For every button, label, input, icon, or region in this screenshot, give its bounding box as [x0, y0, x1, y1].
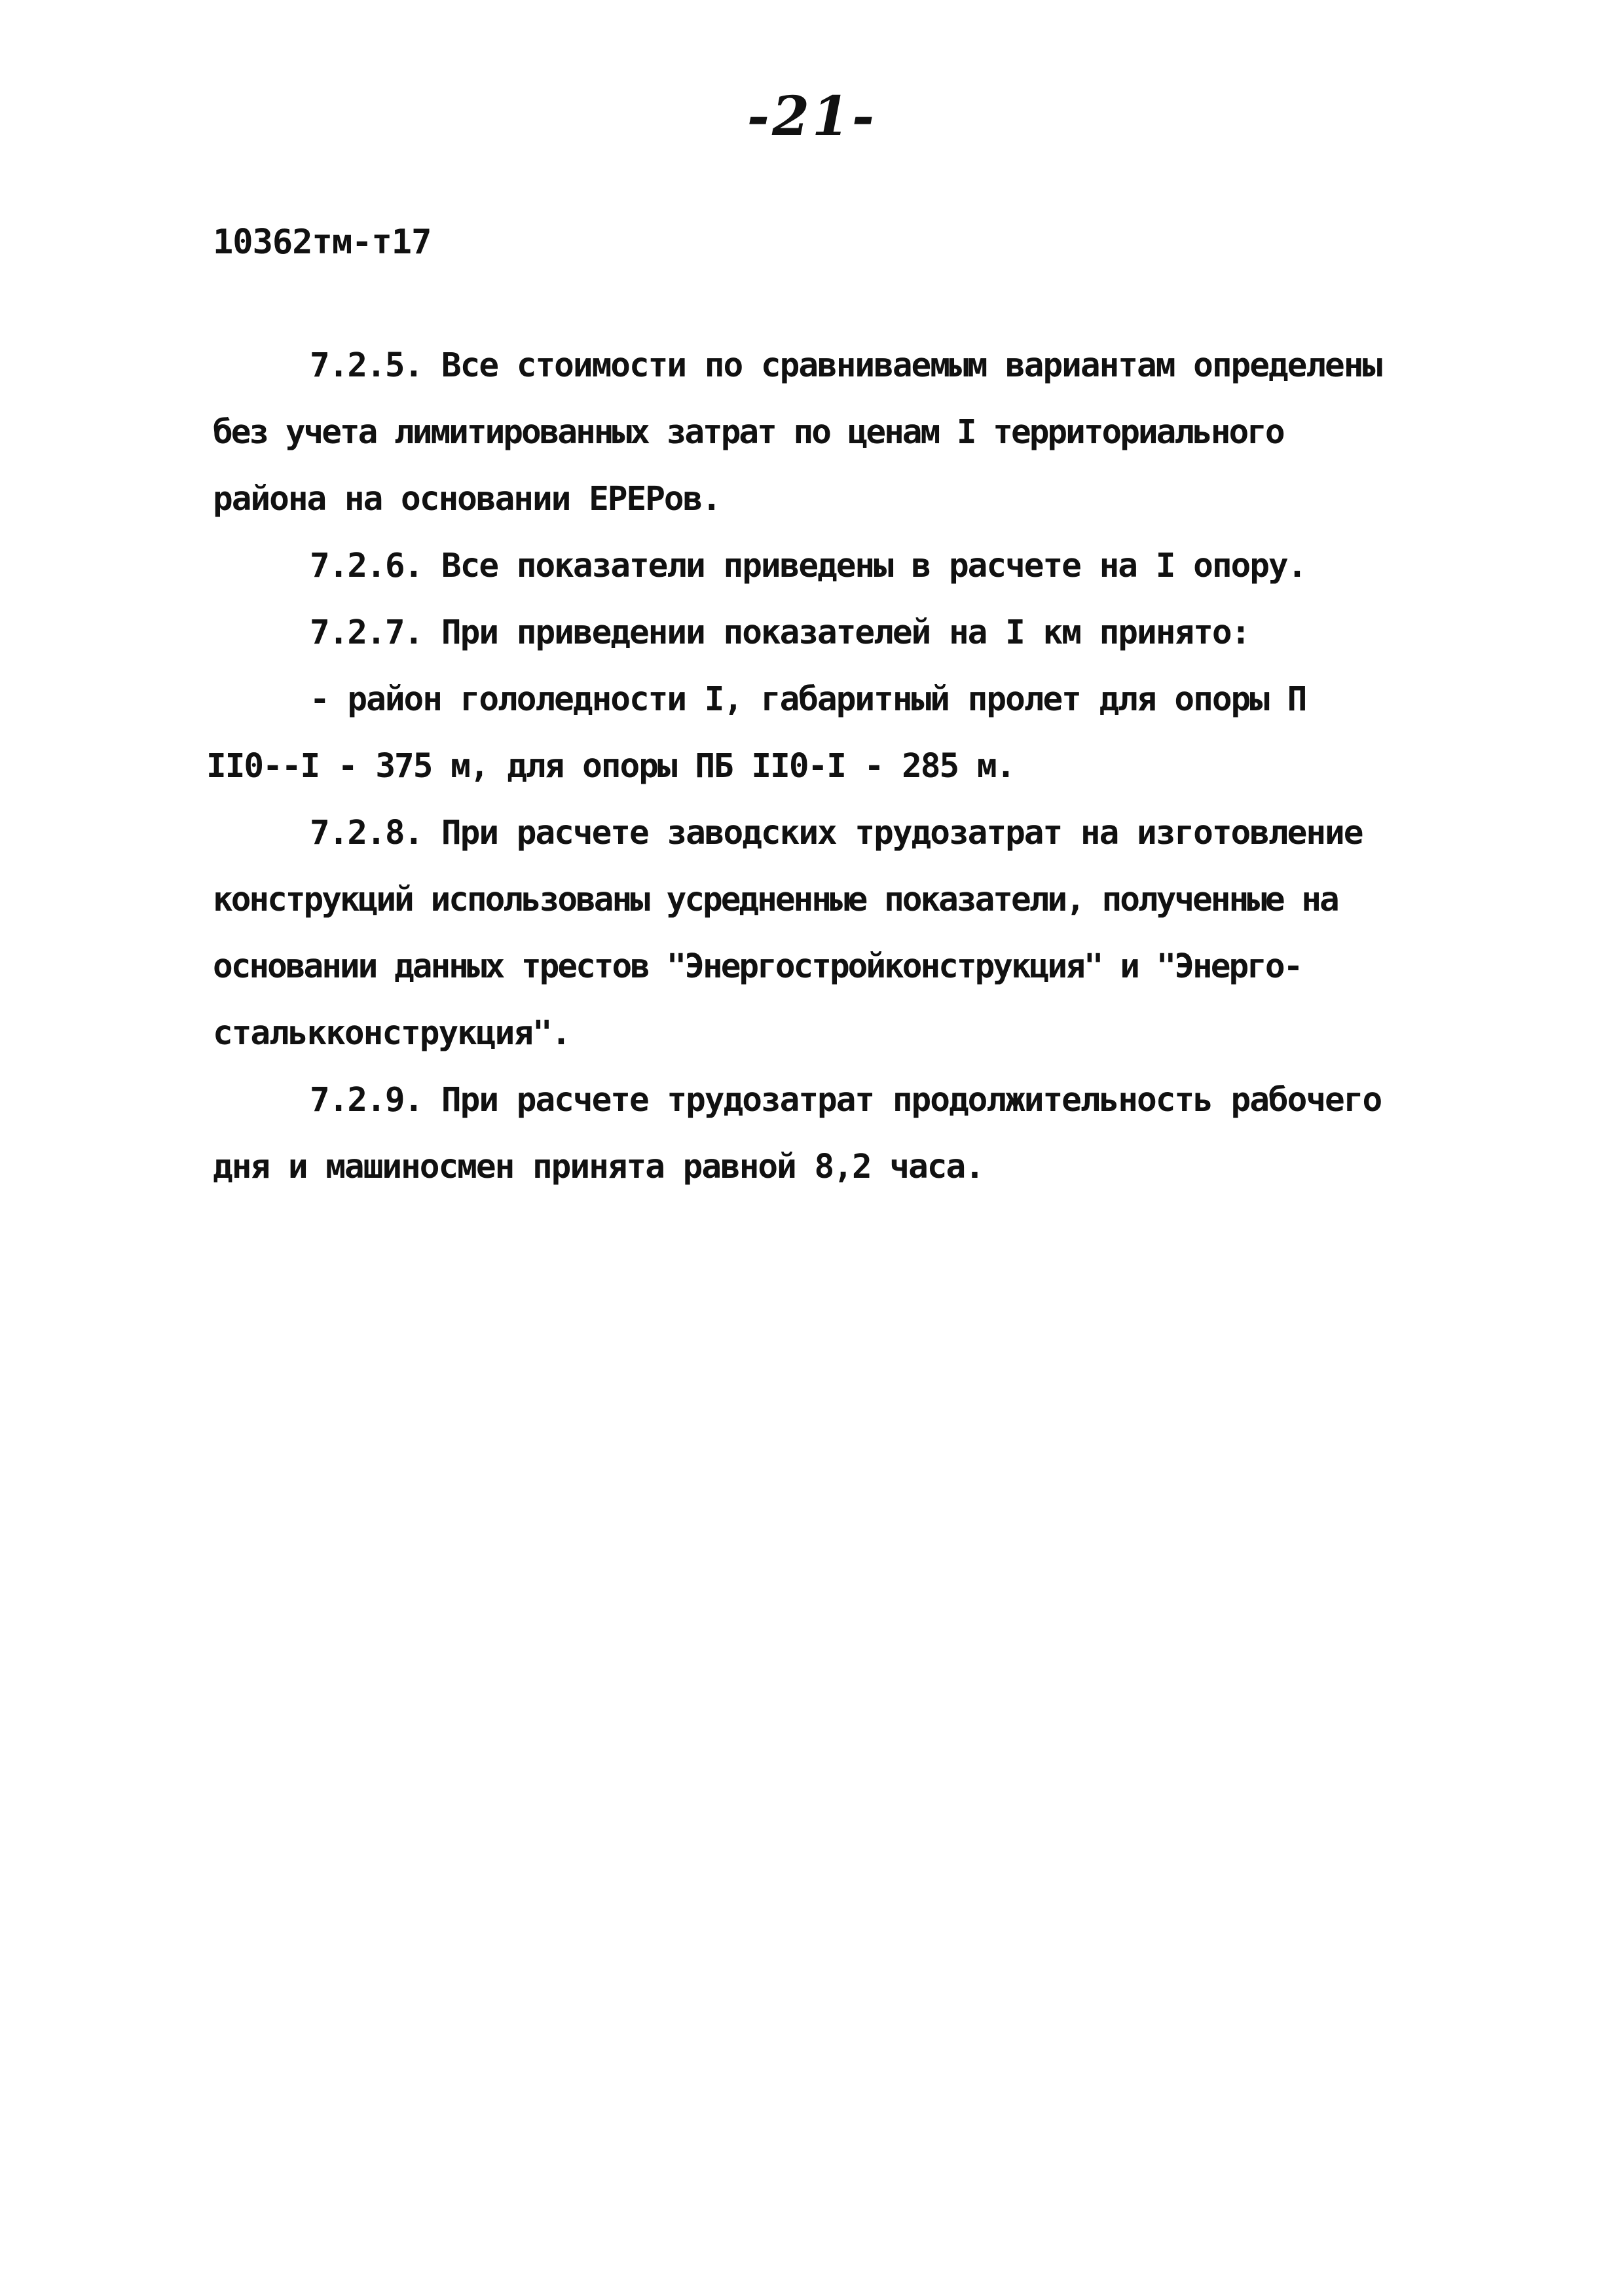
paragraph-7-2-8-line-2: конструкций использованы усредненные показатели, полученные на — [213, 881, 1338, 919]
document-code: 10362тм-т17 — [213, 223, 432, 262]
paragraph-7-2-6: 7.2.6. Все показатели приведены в расчете на I опору. — [310, 547, 1306, 585]
page-number: -21- — [747, 85, 877, 148]
paragraph-7-2-5-line-1: 7.2.5. Все стоимости по сравниваемым вариантам определены — [310, 346, 1382, 385]
paragraph-7-2-9-line-1: 7.2.9. При расчете трудозатрат продолжительность рабочего — [310, 1081, 1382, 1120]
list-item-line-2: II0--I - 375 м, для опоры ПБ II0-I - 285 м. — [206, 747, 1015, 786]
body-text — [206, 333, 1444, 1201]
paragraph-7-2-8-line-1: 7.2.8. При расчете заводских трудозатрат на изготовление — [310, 814, 1363, 852]
list-item-line-1: - район гололедности I, габаритный пролет для опоры П — [310, 680, 1306, 719]
paragraph-7-2-5-line-2: без учета лимитированных затрат по ценам I территориального — [213, 413, 1283, 452]
paragraph-7-2-8-line-3: основании данных трестов "Энергостройконструкция" и "Энерго- — [213, 947, 1302, 986]
paragraph-7-2-8-line-4: сталькконструкция". — [213, 1014, 570, 1053]
paragraph-7-2-7: 7.2.7. При приведении показателей на I км принято: — [310, 613, 1250, 652]
paragraph-7-2-5-line-3: района на основании ЕРЕРов. — [213, 480, 721, 519]
paragraph-7-2-9-line-2: дня и машиносмен принята равной 8,2 часа. — [213, 1148, 984, 1186]
